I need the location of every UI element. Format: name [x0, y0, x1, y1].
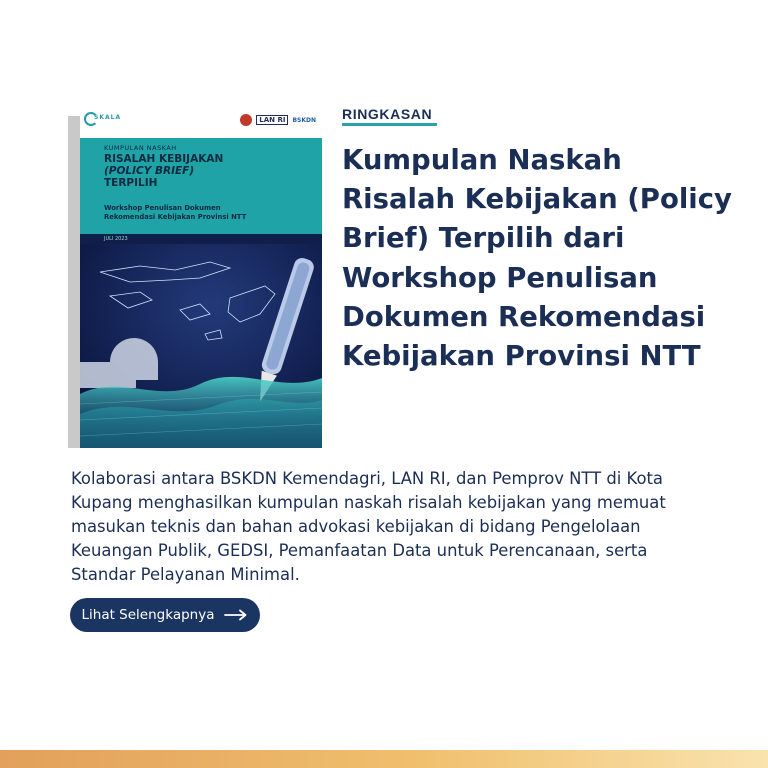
cover-logos — [240, 114, 316, 126]
cover-subtitle — [104, 204, 314, 222]
arrow-right-icon — [224, 609, 248, 621]
cover-title-line: (POLICY BRIEF) — [104, 165, 195, 177]
headline: Kumpulan Naskah Risalah Kebijakan (Policy Brief) Terpilih dari Workshop Penulisan Dokumen Rekomendasi Kebijakan Provinsi NTT — [342, 144, 732, 373]
cover-subtitle-line: Rekomendasi Kebijakan Provinsi NTT — [104, 213, 247, 221]
cover-date: JULI 2023 — [104, 236, 128, 242]
bottom-accent-bar — [0, 750, 768, 768]
cover-header — [80, 104, 322, 139]
cover-illustration — [80, 244, 322, 448]
cover-subtitle-line: Workshop Penulisan Dokumen — [104, 204, 221, 212]
read-more-button[interactable] — [70, 598, 260, 632]
cover-title-line: TERPILIH — [104, 177, 158, 189]
emblem-icon — [240, 114, 252, 126]
section-label: RINGKASAN — [342, 106, 433, 122]
cover-title-line: RISALAH KEBIJAKAN — [104, 153, 224, 165]
read-more-label: Lihat Selengkapnya — [81, 607, 215, 623]
section-underline — [342, 123, 437, 126]
lan-ri-logo: LAN RI — [256, 115, 288, 125]
book-cover[interactable] — [80, 104, 322, 448]
bskdn-logo: BSKDN — [292, 116, 316, 124]
cover-brand: SKALA — [94, 114, 122, 121]
cover-kicker: KUMPULAN NASKAH — [104, 144, 177, 152]
cover-title — [104, 153, 304, 189]
description: Kolaborasi antara BSKDN Kemendagri, LAN RI, dan Pemprov NTT di Kota Kupang menghasilkan kumpulan naskah risalah kebijakan yang memuat masukan teknis dan bahan advokasi kebijakan di bidang Pengelolaan Keuangan Publik, GEDSI, Pemanfaatan Data untuk Perencanaan, serta Standar Pelayanan Minimal. — [71, 469, 666, 584]
